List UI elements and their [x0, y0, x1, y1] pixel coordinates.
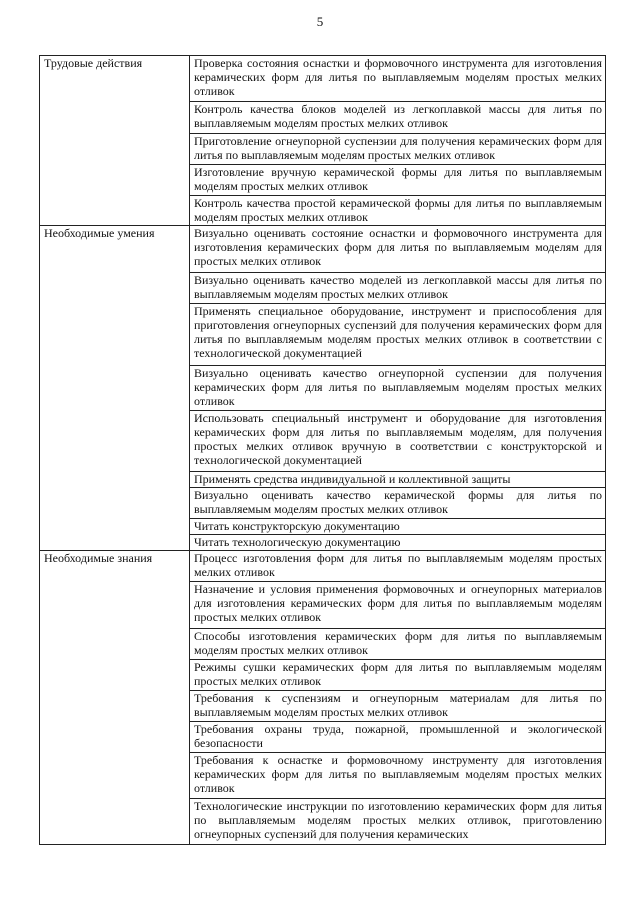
section-label-labor-actions: Трудовые действия [40, 56, 190, 226]
table-row [40, 551, 606, 582]
table-cell: Назначение и условия применения формовочных и огнеупорных материалов для изготовления керамических форм для литья по выплавляемым моделям простых мелких отливок [190, 582, 606, 629]
table-cell: Визуально оценивать качество керамической формы для литья по выплавляемым моделям простых мелких отливок [190, 488, 606, 519]
table-cell: Визуально оценивать качество огнеупорной суспензии для получения керамических форм для литья по выплавляемым моделям простых мелких отливок [190, 366, 606, 411]
table-cell: Изготовление вручную керамической формы для литья по выплавляемым моделям простых мелких отливок [190, 165, 606, 196]
table-cell: Использовать специальный инструмент и оборудование для изготовления керамических форм для литья по выплавляемым моделям, для получения простых мелких отливок вручную в соответствии с конструкторской и технологической документацией [190, 411, 606, 472]
table-cell: Читать конструкторскую документацию [190, 519, 606, 535]
table-cell: Проверка состояния оснастки и формовочного инструмента для изготовления керамических форм для литья по выплавляемым моделям простых мелких отливок [190, 56, 606, 102]
table-cell: Контроль качества блоков моделей из легкоплавкой массы для литья по выплавляемым моделям простых мелких отливок [190, 102, 606, 134]
table-cell: Требования охраны труда, пожарной, промышленной и экологической безопасности [190, 722, 606, 753]
table-cell: Применять средства индивидуальной и коллективной защиты [190, 472, 606, 488]
table-cell: Контроль качества простой керамической формы для литья по выплавляемым моделям простых мелких отливок [190, 196, 606, 226]
table-cell: Процесс изготовления форм для литья по выплавляемым моделям простых мелких отливок [190, 551, 606, 582]
table-cell: Читать технологическую документацию [190, 535, 606, 551]
page-number: 5 [316, 14, 324, 29]
table-cell: Приготовление огнеупорной суспензии для получения керамических форм для литья по выплавляемым моделям простых мелких отливок [190, 134, 606, 165]
requirements-table [39, 55, 606, 845]
table-cell: Способы изготовления керамических форм для литья по выплавляемым моделям простых мелких отливок [190, 629, 606, 660]
table-row [40, 226, 606, 273]
table-cell: Визуально оценивать качество моделей из легкоплавкой массы для литья по выплавляемым моделям простых мелких отливок [190, 273, 606, 304]
table-cell: Применять специальное оборудование, инструмент и приспособления для приготовления огнеупорных суспензий для получения керамических форм для литья по выплавляемым моделям простых мелких отливок в соответствии с технологической документацией [190, 304, 606, 366]
table-cell: Требования к оснастке и формовочному инструменту для изготовления керамических форм для литья по выплавляемым моделям простых мелких отливок [190, 753, 606, 799]
table-cell: Визуально оценивать состояние оснастки и формовочного инструмента для изготовления керамических форм для литья по выплавляемым моделям для простых мелких отливок [190, 226, 606, 273]
table-cell: Требования к суспензиям и огнеупорным материалам для литья по выплавляемым моделям простых мелких отливок [190, 691, 606, 722]
table-cell: Технологические инструкции по изготовлению керамических форм для литья по выплавляемым моделям простых мелких отливок, приготовлению огнеупорных суспензий для получения керамических [190, 799, 606, 845]
section-label-required-knowledge: Необходимые знания [40, 551, 190, 845]
table-row [40, 56, 606, 102]
section-label-required-skills: Необходимые умения [40, 226, 190, 551]
table-cell: Режимы сушки керамических форм для литья по выплавляемым моделям простых мелких отливок [190, 660, 606, 691]
